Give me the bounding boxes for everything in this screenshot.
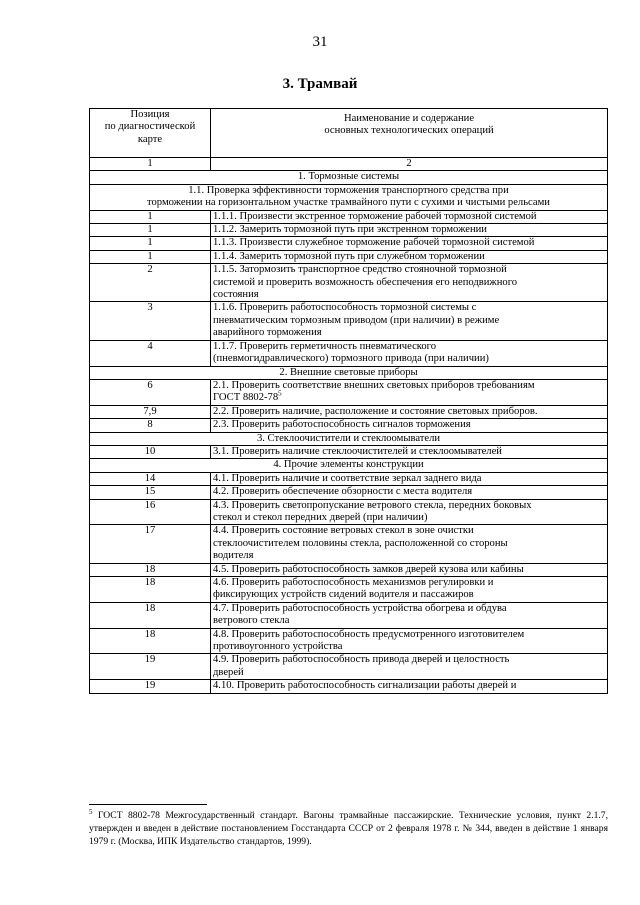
operation-line	[213, 327, 605, 339]
subsection-title	[90, 184, 608, 210]
operation-cell	[211, 405, 608, 418]
operation-cell	[211, 486, 608, 499]
operation-line	[213, 251, 605, 263]
operation-text: 1.1.4. Замерить тормозной путь при служебном торможении	[213, 250, 485, 262]
operation-text: 1.1.7. Проверить герметичность пневматического	[213, 340, 437, 352]
operation-cell	[211, 224, 608, 237]
table-row	[90, 264, 608, 302]
table-row	[90, 525, 608, 563]
operation-text: фиксирующих устройств сидений водителя и пассажиров	[213, 589, 474, 601]
operation-line	[213, 446, 605, 458]
section-title: 3. Стеклоочистители и стеклоомыватели	[90, 432, 608, 445]
operation-line	[213, 406, 605, 418]
operation-cell	[211, 563, 608, 576]
header-position-line: карте	[137, 133, 163, 145]
footnote	[89, 809, 608, 848]
position-cell: 2	[90, 264, 211, 302]
position-cell: 7,9	[90, 405, 211, 418]
operation-line	[213, 603, 605, 615]
operation-text: состояния	[213, 289, 259, 301]
subsection-line: торможении на горизонтальном участке трамвайного пути с сухими и чистыми рельсами	[147, 197, 550, 209]
operation-line	[213, 211, 605, 223]
position-cell: 1	[90, 237, 211, 250]
position-cell: 18	[90, 563, 211, 576]
operation-line	[213, 654, 605, 666]
operation-cell	[211, 680, 608, 693]
subsection-line: 1.1. Проверка эффективности торможения транспортного средства при	[188, 184, 509, 196]
footnote-divider	[89, 804, 207, 805]
table-row	[90, 486, 608, 499]
operation-cell	[211, 250, 608, 263]
position-cell: 1	[90, 250, 211, 263]
operation-cell	[211, 628, 608, 654]
operation-line	[213, 629, 605, 641]
operation-cell	[211, 302, 608, 340]
operation-text: 1.1.2. Замерить тормозной путь при экстренном торможении	[213, 224, 487, 236]
table-row	[90, 340, 608, 366]
section-title: 2. Внешние световые приборы	[90, 366, 608, 379]
position-cell: 15	[90, 486, 211, 499]
column-number: 2	[211, 158, 608, 171]
operation-cell	[211, 419, 608, 432]
operation-line	[213, 680, 605, 692]
operation-line	[213, 380, 605, 392]
operation-text: 4.4. Проверить состояние ветровых стекол в зоне очистки	[213, 525, 474, 537]
position-cell: 1	[90, 224, 211, 237]
position-cell: 19	[90, 654, 211, 680]
operation-line	[213, 224, 605, 236]
section-row	[90, 432, 608, 445]
position-cell: 18	[90, 628, 211, 654]
operation-cell	[211, 499, 608, 525]
header-operations-line: Наименование и содержание	[343, 113, 475, 124]
table-row	[90, 445, 608, 458]
position-cell: 6	[90, 379, 211, 405]
operation-line	[213, 550, 605, 562]
operation-cell	[211, 340, 608, 366]
position-cell: 18	[90, 602, 211, 628]
position-cell: 14	[90, 472, 211, 485]
operation-line	[213, 419, 605, 431]
operation-text: противоугонного устройства	[213, 641, 343, 653]
header-position	[90, 109, 211, 158]
position-cell: 16	[90, 499, 211, 525]
section-title: 4. Прочие элементы конструкции	[90, 459, 608, 472]
operation-line	[213, 302, 605, 314]
table-row	[90, 499, 608, 525]
position-cell: 3	[90, 302, 211, 340]
operation-line	[213, 353, 605, 365]
operations-table	[89, 108, 608, 694]
operation-text: 1.1.6. Проверить работоспособность тормозной системы с	[213, 302, 477, 314]
operation-cell	[211, 525, 608, 563]
subsection-row	[90, 184, 608, 210]
operation-text: 2.1. Проверить соответствие внешних световых приборов требованиям	[213, 379, 535, 391]
table-row	[90, 250, 608, 263]
operation-text: 1.1.5. Затормозить транспортное средство стояночной тормозной	[213, 264, 507, 276]
operation-cell	[211, 237, 608, 250]
operation-text: 3.1. Проверить наличие стеклоочистителей и стеклоомывателей	[213, 445, 502, 457]
table-row	[90, 654, 608, 680]
table-row	[90, 237, 608, 250]
operation-text: 4.6. Проверить работоспособность механизмов регулировки и	[213, 577, 494, 588]
operation-line	[213, 341, 605, 353]
operation-text: 4.9. Проверить работоспособность привода дверей и целостность	[213, 654, 510, 666]
operation-text: 4.8. Проверить работоспособность предусмотренного изготовителем	[213, 628, 525, 640]
operation-line	[213, 289, 605, 301]
table-row	[90, 419, 608, 432]
operation-line	[213, 315, 605, 327]
operation-text: системой и проверить возможность обеспечения его неподвижного	[213, 276, 518, 288]
table-row	[90, 680, 608, 693]
position-cell: 17	[90, 525, 211, 563]
operation-line	[213, 389, 605, 404]
operation-line	[213, 525, 605, 537]
footnote-reference: 5	[278, 389, 282, 398]
position-cell: 18	[90, 577, 211, 603]
operation-text: 4.2. Проверить обеспечение обзорности с места водителя	[213, 486, 473, 498]
operation-text: 4.7. Проверить работоспособность устройства обогрева и обдува	[213, 602, 507, 614]
operation-line	[213, 667, 605, 679]
header-operations	[211, 109, 608, 158]
table-row	[90, 628, 608, 654]
section-title: 1. Тормозные системы	[90, 171, 608, 184]
operation-cell	[211, 472, 608, 485]
operation-text: 4.10. Проверить работоспособность сигнализации работы дверей и	[213, 680, 517, 692]
operation-line	[213, 277, 605, 289]
operation-text: стекол и стекол передних дверей (при наличии)	[213, 511, 428, 523]
operation-line	[213, 512, 605, 524]
operation-text: 2.3. Проверить работоспособность сигналов торможения	[213, 419, 471, 431]
header-position-line: по диагностической	[104, 121, 196, 133]
operation-line	[213, 589, 605, 601]
operation-cell	[211, 602, 608, 628]
section-row	[90, 171, 608, 184]
position-cell: 10	[90, 445, 211, 458]
table-row	[90, 405, 608, 418]
operation-line	[213, 615, 605, 627]
operation-cell	[211, 210, 608, 223]
position-cell: 4	[90, 340, 211, 366]
table-row	[90, 302, 608, 340]
position-cell: 8	[90, 419, 211, 432]
position-cell: 19	[90, 680, 211, 693]
page-number: 31	[312, 34, 328, 50]
operation-line	[213, 486, 605, 498]
table-header-row	[90, 109, 608, 158]
table-row	[90, 379, 608, 405]
table-row	[90, 224, 608, 237]
operation-line	[213, 641, 605, 653]
position-cell: 1	[90, 210, 211, 223]
operation-cell	[211, 379, 608, 405]
operation-text: 1.1.3. Произвести служебное торможение рабочей тормозной системой	[213, 237, 535, 249]
operation-text: стеклоочистителем половины стекла, расположенной со стороны	[213, 537, 508, 549]
operation-text: 4.5. Проверить работоспособность замков дверей кузова или кабины	[213, 563, 524, 575]
operation-text: 4.3. Проверить светопропускание ветрового стекла, передних боковых	[213, 499, 532, 511]
operation-cell	[211, 264, 608, 302]
operation-text: дверей	[213, 666, 244, 678]
header-operations-line: основных технологических операций	[324, 125, 494, 137]
operation-text: 1.1.1. Произвести экстренное торможение рабочей тормозной системой	[213, 210, 537, 222]
footnote-mark: 5	[89, 807, 93, 816]
numbering-row	[90, 158, 608, 171]
footnote-text: ГОСТ 8802-78 Межгосударственный стандарт. Вагоны трамвайные пассажирские. Технические условия, пункт 2.1.7, утвержден и введен в действие постановлением Госстандарта СССР от 2 февраля 1978 г. № 344, введен в действие 1 января 1979 г. (Москва, ИПК Издательство стандартов, 1999).	[89, 810, 608, 847]
header-position-line: Позиция	[130, 109, 170, 120]
table-row	[90, 602, 608, 628]
operation-text: 2.2. Проверить наличие, расположение и состояние световых приборов.	[213, 405, 538, 417]
operation-text: водителя	[213, 550, 254, 562]
operation-cell	[211, 577, 608, 603]
operation-text: (пневмогидравлического) тормозного привода (при наличии)	[213, 353, 489, 365]
operation-text: ветрового стекла	[213, 615, 290, 627]
operation-line	[213, 538, 605, 550]
table-row	[90, 563, 608, 576]
operation-line	[213, 500, 605, 512]
section-row	[90, 459, 608, 472]
operation-text: 4.1. Проверить наличие и соответствие зеркал заднего вида	[213, 472, 482, 484]
operation-line	[213, 577, 605, 589]
operation-text: аварийного торможения	[213, 327, 322, 339]
column-number: 1	[90, 158, 211, 171]
operation-line	[213, 473, 605, 485]
operation-line	[213, 237, 605, 249]
table-row	[90, 577, 608, 603]
operation-line	[213, 264, 605, 276]
table-row	[90, 472, 608, 485]
section-row	[90, 366, 608, 379]
operation-text: пневматическим тормозным приводом (при наличии) в режиме	[213, 314, 500, 326]
table-row	[90, 210, 608, 223]
page-title: 3. Трамвай	[282, 76, 358, 92]
operation-cell	[211, 445, 608, 458]
operation-text: ГОСТ 8802-78	[213, 392, 279, 404]
operation-cell	[211, 654, 608, 680]
operation-line	[213, 564, 605, 576]
